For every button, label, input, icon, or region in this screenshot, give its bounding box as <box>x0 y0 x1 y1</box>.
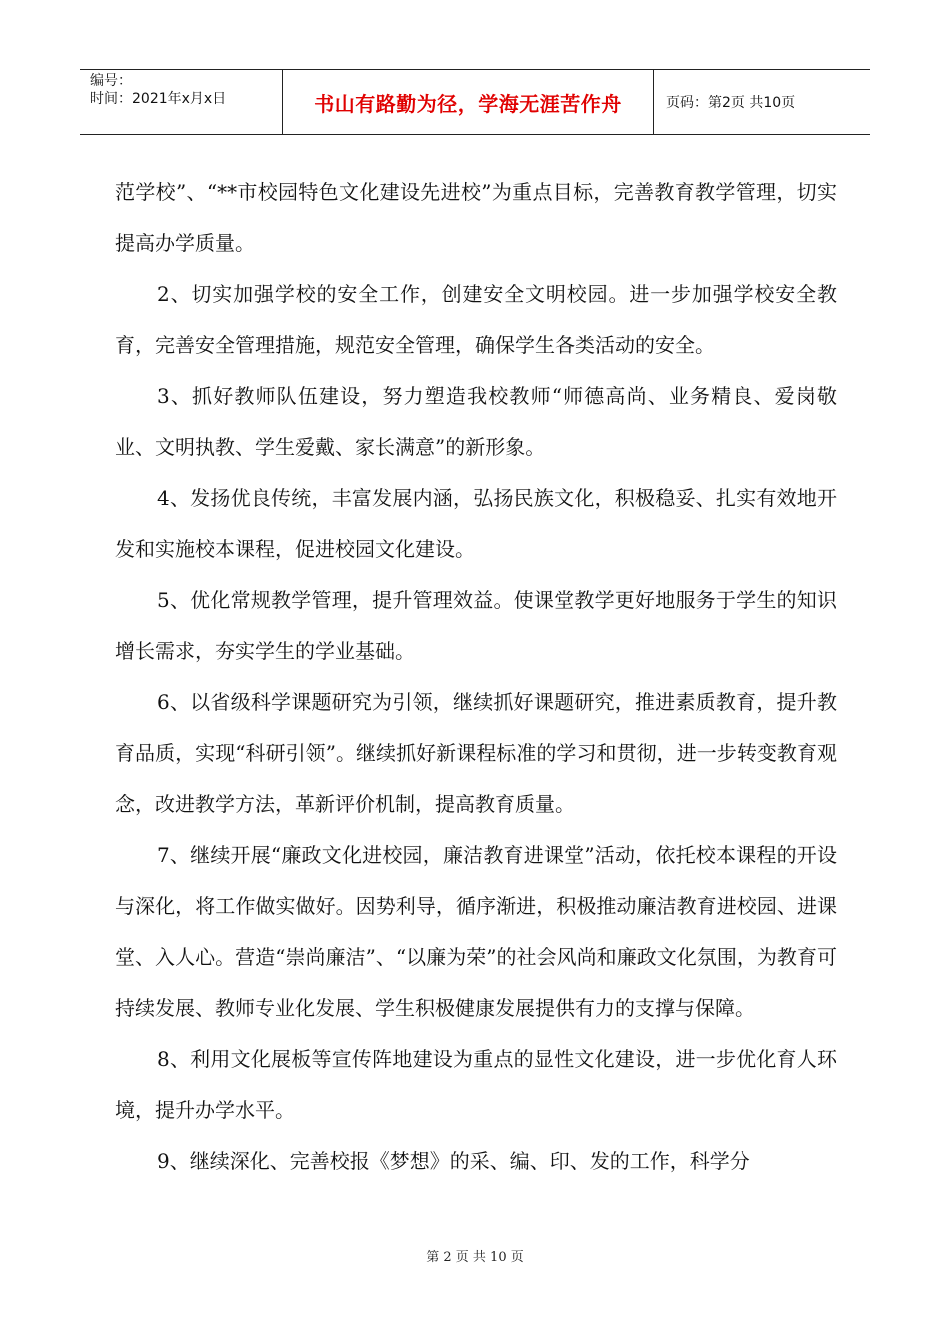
document-body <box>115 167 837 1187</box>
paragraph: 范学校”、“**市校园特色文化建设先进校”为重点目标，完善教育教学管理，切实提高办学质量。 <box>115 180 837 255</box>
paragraph: 7、继续开展“廉政文化进校园，廉洁教育进课堂”活动，依托校本课程的开设与深化，将工作做实做好。因势利导，循序渐进，积极推动廉洁教育进校园、进课堂、入人心。营造“崇尚廉洁”、“以廉为荣”的社会风尚和廉政文化氛围，为教育可持续发展、教师专业化发展、学生积极健康发展提供有力的支撑与保障。 <box>115 843 837 1020</box>
header-motto: 书山有路勤为径，学海无涯苦作舟 <box>283 70 654 134</box>
header-page-info: 页码：第2页 共10页 <box>666 95 796 111</box>
paragraph: 5、优化常规教学管理，提升管理效益。使课堂教学更好地服务于学生的知识增长需求，夯实学生的学业基础。 <box>115 588 837 663</box>
paragraph: 8、利用文化展板等宣传阵地建设为重点的显性文化建设，进一步优化育人环境，提升办学水平。 <box>115 1047 837 1122</box>
number-label: 编号： <box>90 73 132 89</box>
page-footer: 第 2 页 共 10 页 <box>426 1250 524 1265</box>
paragraph: 4、发扬优良传统，丰富发展内涵，弘扬民族文化，积极稳妥、扎实有效地开发和实施校本课程，促进校园文化建设。 <box>115 486 837 561</box>
document-header <box>80 69 870 135</box>
time-label: 时间：2021年x月x日 <box>90 91 227 107</box>
paragraph: 6、以省级科学课题研究为引领，继续抓好课题研究，推进素质教育，提升教育品质，实现“科研引领”。继续抓好新课程标准的学习和贯彻，进一步转变教育观念，改进教学方法，革新评价机制，提高教育质量。 <box>115 690 837 816</box>
paragraph: 9、继续深化、完善校报《梦想》的采、编、印、发的工作，科学分 <box>157 1149 750 1173</box>
paragraph: 3、抓好教师队伍建设，努力塑造我校教师“师德高尚、业务精良、爱岗敬业、文明执教、学生爱戴、家长满意”的新形象。 <box>115 384 837 459</box>
header-meta <box>80 70 283 134</box>
paragraph: 2、切实加强学校的安全工作，创建安全文明校园。进一步加强学校安全教育，完善安全管理措施，规范安全管理，确保学生各类活动的安全。 <box>115 282 837 357</box>
